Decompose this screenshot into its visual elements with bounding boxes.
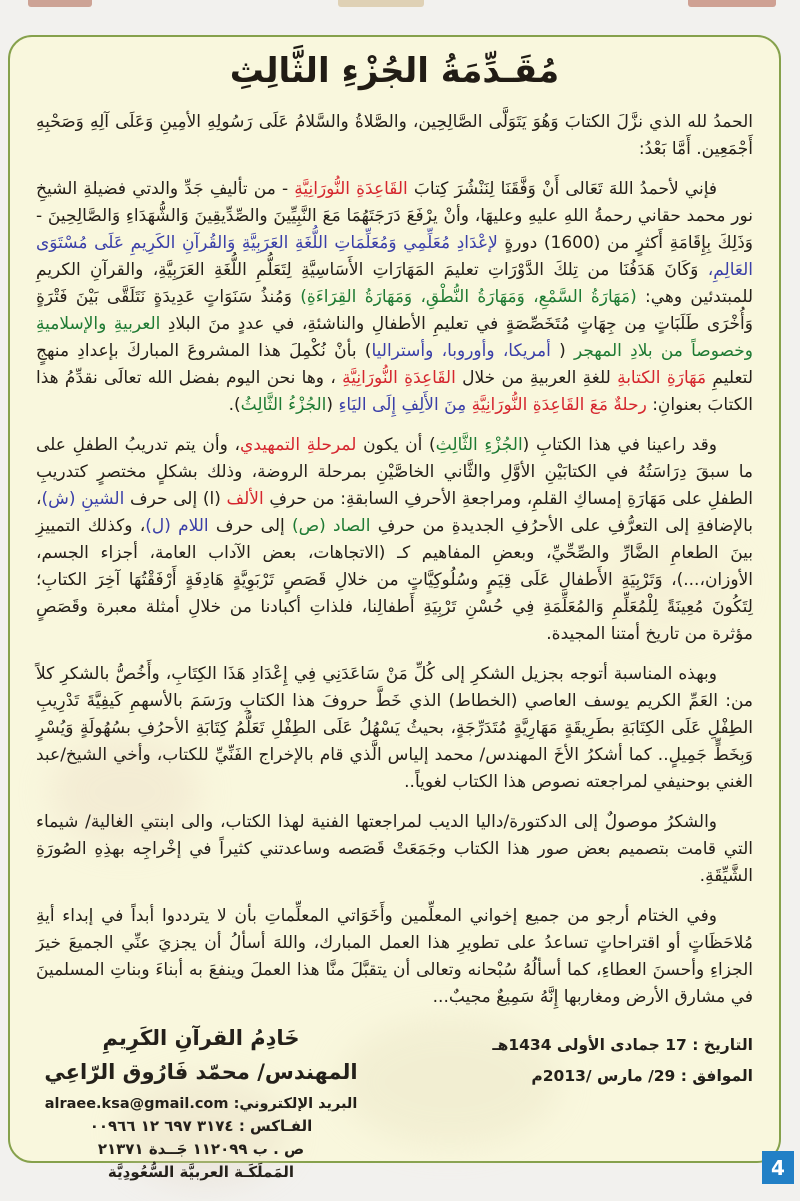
text-segment: ، وها نحن اليوم بفضل الله تعالَى نقدِّمُ هذا الكتابَ بعنوانِ: (36, 368, 753, 415)
page-number-badge: 4 (762, 1151, 794, 1184)
text-segment: الجُزْءُ الثَّالِثُ (240, 395, 327, 415)
text-segment: ) بأنْ نُكْمِلَ هذا المشروعَ المباركَ بإعدادِ منهجٍ لتعليمِ (36, 341, 753, 388)
paragraph (36, 809, 753, 890)
scan-artifact (688, 0, 776, 7)
text-segment: القَاعِدَةِ النُّورَانِيَّةِ (294, 179, 408, 199)
paragraph (36, 109, 753, 163)
text-segment: فإني لأحمدُ اللهَ تَعَالى أَنْ وَفَّقَنَا لِنَنْشُرَ كِتابَ (407, 179, 717, 199)
text-segment: الحمدُ لله الذي نزَّلَ الكتابَ وَهُوَ يَتَوَلَّى الصَّالِحِين، والصَّلاةُ والسَّلامُ عَلَى رَسُولِهِ الأمِينِ وَعَلَى آلِهِ وَصَحْبِهِ أَجْمَعِين. أَمَّا بَعْدُ: (36, 112, 753, 159)
text-segment: (ا) إلى حرف (124, 489, 227, 509)
date-block (492, 1030, 753, 1092)
text-segment: الشينِ (ش) (41, 489, 125, 509)
text-segment: والشكرُ موصولٌ إلى الدكتورة/داليا الديب لمراجعتها الفنية لهذا الكتاب، والى ابنتي الغالية/ شيماء التي قامت بتصميم بعض صور هذا الكتاب وجَمَعَتْ قَصَصه وساعدتني كثيراً في إخْراجِه بهذِهِ الصُورَةِ الشَّيِّقَةِ. (36, 812, 753, 886)
text-segment: (مَهَارَةُ السَّمْعِ، وَمَهَارَةُ النُّطْقِ، وَمَهَارَةُ القِرَاءَةِ) (300, 287, 637, 307)
text-segment: اللام (ل) (145, 516, 209, 536)
paragraph (36, 903, 753, 1011)
text-segment: القَاعِدَةِ النُّورَانِيَّةِ (342, 368, 456, 388)
text-segment: أمريكا، وأوروبا، وأستراليا (371, 341, 551, 361)
text-segment: ) أن يكون (356, 435, 436, 455)
email-address: alraee.ksa@gmail.com (44, 1096, 229, 1112)
text-segment: لمرحلةِ التمهيدي (240, 435, 357, 455)
text-segment: الألف (226, 489, 264, 509)
footer (36, 1024, 753, 1181)
text-segment: لإعْدَادِ مُعَلِّمِي وَمُعَلِّمَاتِ اللُّغَةِ العَرَبِيَّةِ وَالقُرآنِ الكَرِيمِ عَلَى مُسْتَوَى العَالِمِ، (36, 233, 753, 280)
text-segment: ، وكذلك التمييزِ بينَ الطعامِ الضَّارِّ والصِّحِّيِّ، وبعضِ المفاهيم كـ (الاتجاهات، بعض الآداب العامة، أجزاء الجسم، الأوزان،...)، وَتَرْبِيَةِ الأَطفالِ عَلَى قِيَمٍ وسُلُوكِيَّاتٍ من خلالِ قَصَصٍ تَرْبَوِيَّةٍ هَادِفَةٍ أَرْفَقْتُهَا آخِرَ الكتابِ؛ لِتَكُونَ مُعِينَةً لِلْمُعَلِّمِ وَالمُعَلِّمَةِ فِي حُسْنِ تَرْبِيَةِ أَطفالِنا، فلذاتِ أكبادنا من خلالِ أمثلة معبرة وقَصَصٍ مؤثرة من تاريخ أمتنا المجيدة. (36, 516, 753, 644)
body-paragraphs (36, 109, 753, 1011)
text-segment: وقد راعينا في هذا الكتابِ ( (522, 435, 717, 455)
text-segment: ). (228, 395, 241, 415)
text-segment: الصاد (ص) (291, 516, 371, 536)
text-segment: وَكَانَ هَدَفُنَا من تِلكَ الدَّوْرَاتِ تعليمَ المَهَارَاتِ الأَسَاسِيَّةِ لِتَعَلُّمِ اللُّغَةِ العَرَبِيَّةِ، والقرآنِ الكريمِ للمبتدئين وهي: (36, 260, 753, 307)
fax-line: الفـاكس : ٣١٧٤ ٦٩٧ ١٢ ٠٠٩٦٦ (89, 1117, 313, 1135)
paragraph (36, 661, 753, 796)
text-segment: وفي الختام أرجو من جميع إخواني المعلِّمين وأَخَوَاتي المعلِّماتِ بأن لا يترددوا أبداً في إبداء أيةِ مُلاحَظَاتٍ أو اقتراحاتٍ تساعدُ على تطويرِ هذا العمل المبارك، واللهَ أسألُ أن يجزيَ عنِّي الجميعَ خيرَ الجزاءِ وأحسنَ العطاءِ، كما أسألُهُ سُبْحانه وتعالى أن يتقبَّلَ منَّا هذا العملَ وينفعَ به أبناءَ وبناتِ المسلمينَ في مشارق الأرض ومغاربها إِنَّهُ سَمِيعٌ مجيبٌ... (36, 906, 753, 1007)
text-segment: رحلةٌ مَعَ القَاعِدَةِ النُّورَانِيَّةِ (471, 395, 647, 415)
paragraph (36, 432, 753, 648)
text-segment: ( (326, 395, 339, 415)
page-title: مُقَـدِّمَةُ الجُزْءِ الثَّالِثِ (229, 51, 560, 91)
text-segment: الجُزْءِ الثَّالِثِ (435, 435, 523, 455)
signature-name: المهندس/ محمّد فَارُوق الرّاعِي (44, 1060, 358, 1084)
text-segment: ، وأن يتم تدريبُ الطفلِ على ما سبقَ دِرَاسَتُهُ في الكتابَيْنِ الأوَّلِ والثَّاني الخاصَّيْنِ بمرحلة الروضة، وذلك بشكلٍ مختصرٍ كتدريبِ الطفلِ على مَهَارَةِ إمساكِ القلمِ، ومراجعةِ الأحرفِ السابقةِ: من حرفِ (36, 435, 754, 509)
email-line (36, 1096, 366, 1112)
text-segment: للغةِ العربيةِ من خلال (455, 368, 618, 388)
text-segment: مِنَ الأَلِفِ إِلَى اليَاءِ (338, 395, 467, 415)
text-segment: إلى حرف (208, 516, 292, 536)
text-segment: وَمُنذُ سَنَوَاتٍ عَدِيدَةٍ نَتَلَقَّى بَيْنَ فَتْرَةٍ وَأُخْرَى طَلَبَاتٍ مِن جِهَاتٍ مُتَخَصِّصَةٍ في تعليمِ الأطفالِ والناشئةِ، في عددٍ منَ البلادِ (36, 287, 753, 334)
pobox-line: ص . ب ١١٢٠٩٩ جَــدة ٢١٣٧١ (97, 1140, 305, 1158)
hijri-date: التاريخ : 17 جمادى الأولى 1434هـ (492, 1036, 753, 1054)
scan-artifact (338, 0, 424, 7)
text-segment: ( (550, 341, 574, 361)
text-segment: وبهذه المناسبة أتوجه بجزيل الشكرِ إلى كُلِّ مَنْ سَاعَدَنِي فِي إِعْدَادِ هَذَا الكِتَابِ، وأَخُصُّ بالشكرِ كلاً من: العَمِّ الكريم يوسف العاصي (الخطاط) الذي خَطَّ حروفَ هذا الكتابِ ورَسَمَ بالأسهمِ كَيفِيَّةَ تَدْرِيبِ الطِفْلِ عَلَى الكِتَابَةِ بطَرِيقَةٍ مَهَارِيَّةٍ مُتَدَرِّجَةٍ، بحيثُ يَسْهُلُ عَلَى الطِفْلِ تَعَلُّمُ كِتَابَةِ الأحرُفِ بسُهُولَةٍ وَيُسْرٍ وَبِخَطٍّ جَمِيلٍ.. كما أشكرُ الأخَ المهندس/ محمد إلياس الَّذي قام بالإخراج الفَنِّيِّ للكتاب، وأخي الشيخ/عبد الغني بوحنيفي لمراجعته نصوص هذا الكتاب لغوياً.. (36, 664, 753, 792)
text-segment: ، بالإضافةِ إلى التعرُّفِ على الأحرُفِ الجديدةِ من حرفِ (36, 489, 753, 536)
text-segment: العربيةِ والإسلاميةِ وخصوصاً من بلادِ المهجر (36, 314, 753, 361)
signature-block (36, 1024, 366, 1181)
gregorian-date: الموافق : 29/ مارس /2013م (531, 1067, 753, 1085)
text-segment: - من تأليفِ جَدِّ والدتي فضيلةِ الشيخِ نور محمد حقاني رحمةُ اللهِ عليهِ وعليهَا، وأنْ يرْفَعَ دَرَجَتَهُمَا مَعَ النَّبِيِّينَ والصِّدِّيقِينَ وَالشُّهَدَاءِ وَالصَّالِحِينَ - وَذَلِكَ بِإِقَامَةِ أَكثرٍ من (1600) دورةٍ (36, 179, 753, 253)
signature-role: خَادِمُ القرآنِ الكَرِيمِ (102, 1026, 300, 1050)
email-label: البريد الإلكتروني: (233, 1096, 358, 1112)
paragraph (36, 176, 753, 419)
country-line: المَملَكَـة العربيَّة السُّعُودِيَّة (107, 1163, 295, 1181)
scan-artifact (28, 0, 92, 7)
text-segment: مَهَارَةِ الكتابةِ (617, 368, 707, 388)
content-box (8, 35, 781, 1181)
